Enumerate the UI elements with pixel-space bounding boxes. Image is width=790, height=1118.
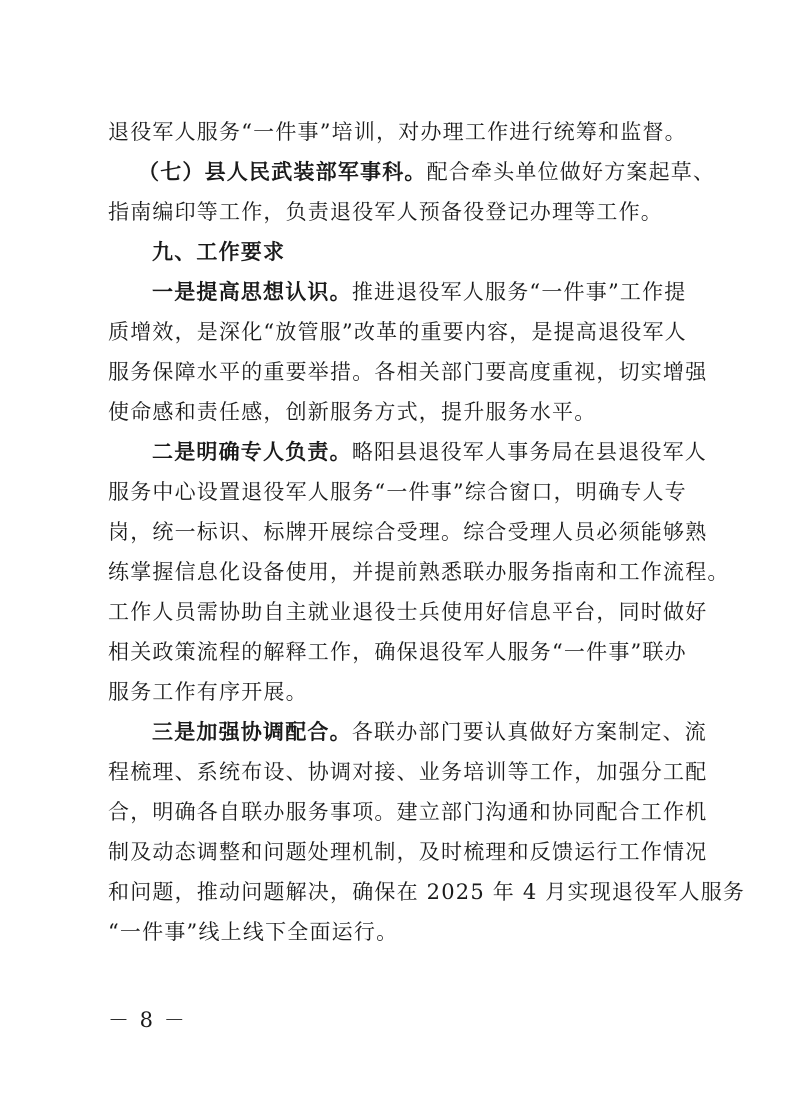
text-line: [108, 552, 730, 592]
text-line: [108, 512, 708, 552]
line-text: 配合牵头单位做好方案起草、: [426, 160, 716, 184]
line-text: 合，明确各自联办服务事项。建立部门沟通和协同配合工作机: [108, 800, 708, 824]
text-line: [108, 712, 708, 752]
line-text: 使命感和责任感，创新服务方式，提升服务水平。: [108, 400, 597, 424]
line-text: 指南编印等工作，负责退役军人预备役登记办理等工作。: [108, 200, 663, 224]
line-text: “一件事”线上线下全面运行。: [108, 920, 399, 944]
text-line: [108, 832, 708, 872]
line-text: 服务保障水平的重要举措。各相关部门要高度重视，切实增强: [108, 360, 708, 384]
page-number: － 8 －: [108, 1008, 187, 1032]
line-text: 推进退役军人服务“一件事”工作提: [351, 280, 687, 304]
text-line: [108, 272, 688, 312]
text-line: [108, 112, 688, 152]
text-line: [108, 752, 708, 792]
text-line: [108, 432, 708, 472]
text-line: [108, 872, 746, 912]
line-text: 服务工作有序开展。: [108, 680, 308, 704]
line-text: 工作人员需协助自主就业退役士兵使用好信息平台，同时做好: [108, 600, 708, 624]
section-label: （七）县人民武装部军事科。: [138, 160, 427, 184]
section-heading: [108, 232, 688, 272]
document-body: [108, 112, 746, 952]
line-text: 岗，统一标识、标牌开展综合受理。综合受理人员必须能够熟: [108, 520, 708, 544]
text-line: [108, 472, 688, 512]
text-line: [108, 152, 716, 192]
text-line: [108, 352, 708, 392]
heading-text: 九、工作要求: [152, 240, 286, 264]
line-text: 略阳县退役军人事务局在县退役军人: [351, 440, 708, 464]
paragraph-lead: 二是明确专人负责。: [152, 440, 352, 464]
text-line: [108, 792, 708, 832]
paragraph-lead: 一是提高思想认识。: [152, 280, 352, 304]
text-line: [108, 672, 688, 712]
text-line: [108, 592, 708, 632]
line-text: 和问题，推动问题解决，确保在 2025 年 4 月实现退役军人服务: [108, 880, 746, 904]
line-text: 退役军人服务“一件事”培训，对办理工作进行统筹和监督。: [108, 120, 687, 144]
line-text: 质增效，是深化“放管服”改革的重要内容，是提高退役军人: [108, 320, 687, 344]
text-line: [108, 632, 688, 672]
text-line: [108, 312, 688, 352]
paragraph-lead: 三是加强协调配合。: [152, 720, 352, 744]
text-line: [108, 912, 688, 952]
line-text: 相关政策流程的解释工作，确保退役军人服务“一件事”联办: [108, 640, 687, 664]
line-text: 各联办部门要认真做好方案制定、流: [351, 720, 708, 744]
line-text: 练掌握信息化设备使用，并提前熟悉联办服务指南和工作流程。: [108, 560, 730, 584]
line-text: 服务中心设置退役军人服务“一件事”综合窗口，明确专人专: [108, 480, 687, 504]
text-line: [108, 192, 688, 232]
line-text: 程梳理、系统布设、协调对接、业务培训等工作，加强分工配: [108, 760, 708, 784]
text-line: [108, 392, 688, 432]
line-text: 制及动态调整和问题处理机制，及时梳理和反馈运行工作情况: [108, 840, 708, 864]
